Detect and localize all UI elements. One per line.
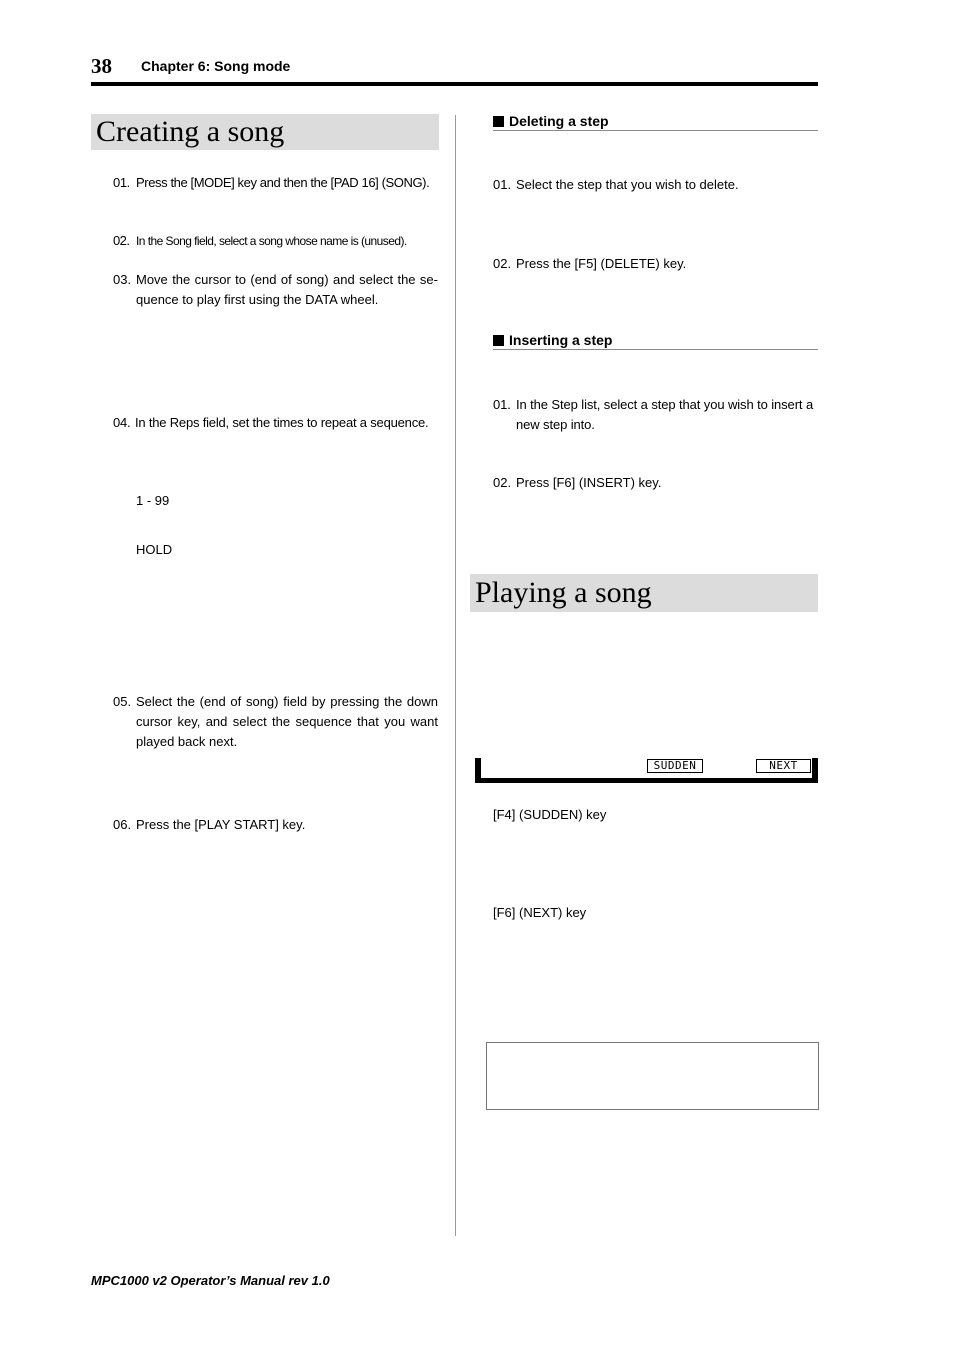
step-text: Press the [PLAY START] key. bbox=[136, 817, 306, 832]
inserting-step-1 bbox=[493, 395, 819, 435]
lcd-function-bar bbox=[475, 758, 818, 783]
note-box bbox=[486, 1042, 819, 1110]
subsection-inserting-a-step bbox=[493, 332, 818, 350]
step-number: 01. bbox=[493, 397, 511, 412]
creating-step-2 bbox=[113, 231, 443, 251]
square-bullet-icon bbox=[493, 335, 504, 346]
step-number: 02. bbox=[493, 475, 512, 490]
step-number: 06. bbox=[113, 817, 132, 832]
square-bullet-icon bbox=[493, 116, 504, 127]
chapter-title: Chapter 6: Song mode bbox=[141, 58, 291, 74]
step-text: Move the cursor to (end of song) and select the se-quence to play first using the DATA wheel. bbox=[136, 272, 438, 307]
section-title-creating-a-song: Creating a song bbox=[91, 114, 439, 150]
step-number: 03. bbox=[113, 272, 132, 287]
column-divider bbox=[455, 115, 456, 1236]
reps-option-hold: HOLD bbox=[136, 542, 173, 557]
lcd-softkey-sudden: SUDDEN bbox=[647, 759, 703, 773]
subsection-title: Inserting a step bbox=[509, 332, 613, 348]
subsection-deleting-a-step bbox=[493, 113, 818, 131]
section-title-playing-a-song: Playing a song bbox=[470, 574, 818, 612]
lcd-softkey-next: NEXT bbox=[756, 759, 811, 773]
step-text: Select the (end of song) field by pressing the down cursor key, and select the sequence that you want played back next. bbox=[136, 694, 438, 749]
lcd-border-bottom bbox=[475, 778, 818, 783]
step-text: In the Step list, select a step that you wish to insert a new step into. bbox=[516, 397, 814, 432]
header-rule bbox=[91, 82, 818, 86]
step-number: 04. bbox=[113, 415, 131, 430]
page-number: 38 bbox=[91, 54, 112, 78]
step-text: Press the [F5] (DELETE) key. bbox=[516, 256, 687, 271]
step-number: 05. bbox=[113, 694, 132, 709]
reps-option-range: 1 - 99 bbox=[136, 493, 170, 508]
inserting-step-2 bbox=[493, 473, 818, 493]
step-number: 02. bbox=[493, 256, 512, 271]
creating-step-5 bbox=[113, 692, 438, 752]
step-number: 01. bbox=[493, 177, 512, 192]
deleting-step-1 bbox=[493, 175, 818, 195]
step-text: In the Song field, select a song whose name is (unused). bbox=[136, 234, 407, 248]
step-text: Press the [MODE] key and then the [PAD 16] (SONG). bbox=[136, 175, 430, 190]
key-f4-label: [F4] (SUDDEN) key bbox=[493, 807, 607, 822]
step-text: In the Reps field, set the times to repeat a sequence. bbox=[135, 415, 429, 430]
step-text: Select the step that you wish to delete. bbox=[516, 177, 739, 192]
deleting-step-2 bbox=[493, 254, 818, 274]
key-f6-label: [F6] (NEXT) key bbox=[493, 905, 587, 920]
creating-step-4 bbox=[113, 413, 443, 433]
step-number: 01. bbox=[113, 175, 130, 190]
step-number: 02. bbox=[113, 233, 130, 248]
creating-step-3 bbox=[113, 270, 438, 310]
footer-manual-title: MPC1000 v2 Operator’s Manual rev 1.0 bbox=[91, 1273, 330, 1288]
subsection-title: Deleting a step bbox=[509, 113, 609, 129]
creating-step-6 bbox=[113, 815, 438, 835]
step-text: Press [F6] (INSERT) key. bbox=[516, 475, 662, 490]
creating-step-1 bbox=[113, 173, 443, 193]
